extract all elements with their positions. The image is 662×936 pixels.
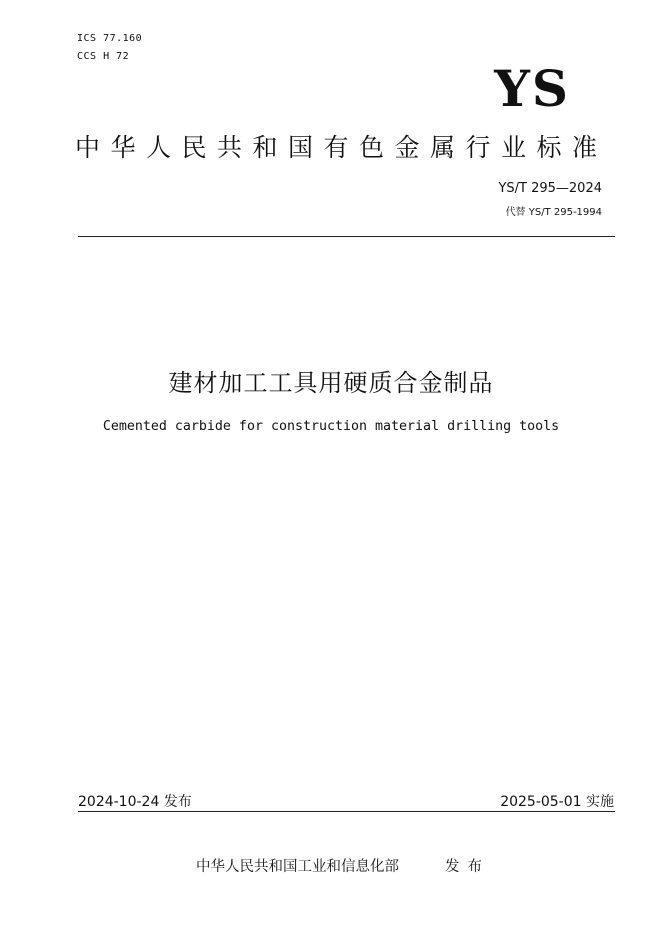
publish-label: 发布: [445, 859, 490, 875]
issue-date: 2024-10-24 发布: [78, 794, 192, 810]
ys-logo: YS: [494, 59, 570, 118]
standard-category-title: 中华人民共和国有色金属行业标准: [75, 133, 608, 162]
ccs-code: CCS H 72: [77, 51, 130, 62]
replaces-standard: 代替 YS/T 295-1994: [505, 207, 602, 218]
top-divider: [78, 236, 615, 237]
implementation-date: 2025-05-01 实施: [500, 794, 614, 810]
bottom-divider: [78, 811, 615, 812]
document-title-chinese: 建材加工工具用硬质合金制品: [168, 369, 494, 397]
ics-code: ICS 77.160: [77, 33, 143, 44]
standard-number: YS/T 295—2024: [498, 181, 602, 196]
document-title-english: Cemented carbide for construction material drilling tools: [102, 419, 560, 434]
publisher: 中华人民共和国工业和信息化部: [196, 859, 399, 875]
